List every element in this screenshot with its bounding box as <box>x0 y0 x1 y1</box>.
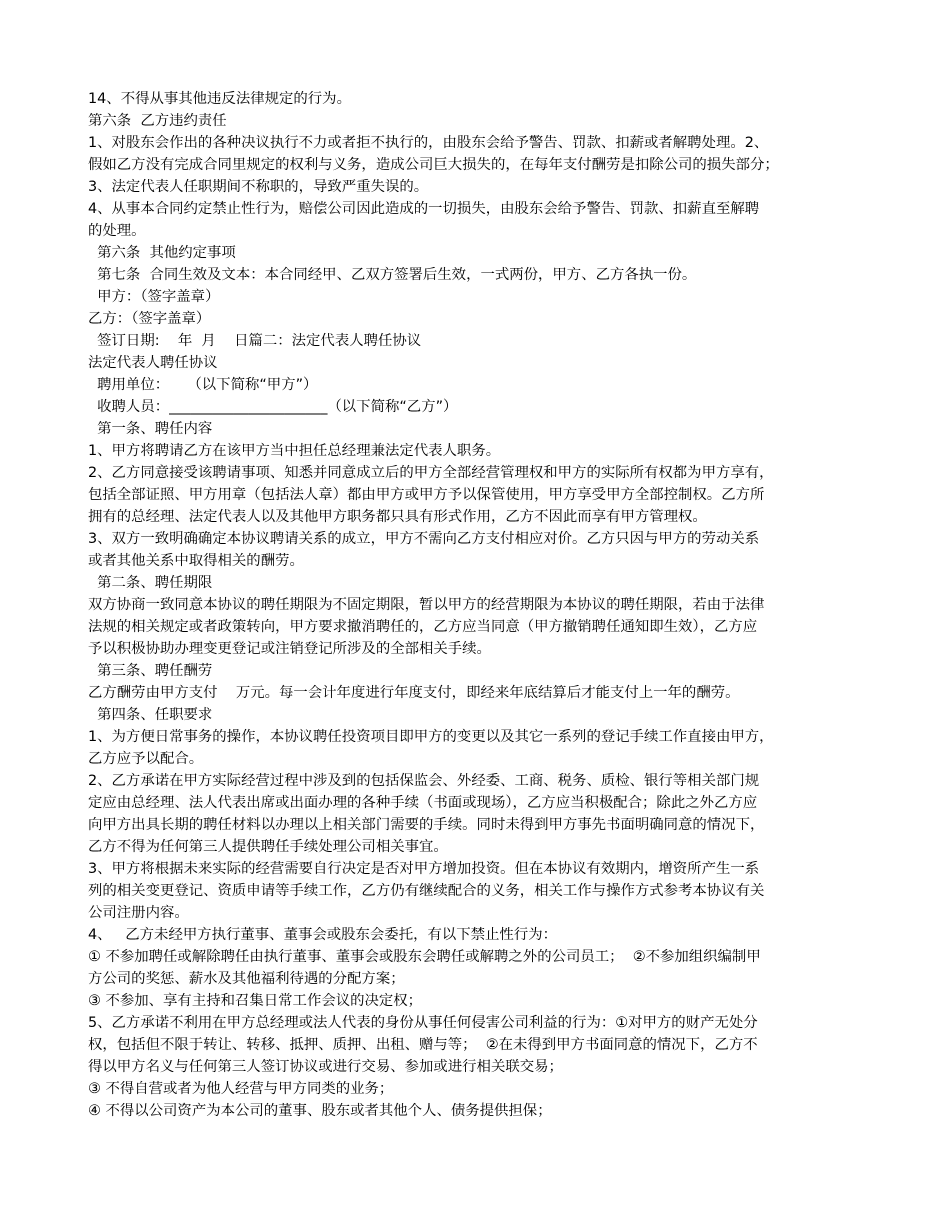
signature-line: 乙方：（签字盖章） <box>88 311 211 327</box>
text-line: ③ 不参加、享有主持和召集日常工作会议的决定权； <box>88 993 423 1009</box>
text-line: 的处理。 <box>88 223 146 239</box>
text-line: 予以积极协助办理变更登记或注销登记所涉及的全部相关手续。 <box>88 641 491 657</box>
text-line: 拥有的总经理、法定代表人以及其他甲方职务都只具有形式作用，乙方不因此而享有甲方管理权。 <box>88 509 707 525</box>
section-heading: 第二条、聘任期限 <box>88 575 213 591</box>
text-line: 3、双方一致明确确定本协议聘请关系的成立，甲方不需向乙方支付相应对价。乙方只因与甲方的劳动关系 <box>88 531 760 547</box>
text-line: 方公司的奖惩、薪水及其他福利待遇的分配方案； <box>88 971 405 987</box>
document-title: 法定代表人聘任协议 <box>88 355 218 371</box>
text-line: 包括全部证照、甲方用章（包括法人章）都由甲方或甲方予以保管使用，甲方享受甲方全部控制权。乙方所 <box>88 487 765 503</box>
text-line: 或者其他关系中取得相关的酬劳。 <box>88 553 304 569</box>
text-line: 14、不得从事其他违反法律规定的行为。 <box>88 91 351 107</box>
text-line: ③ 不得自营或者为他人经营与甲方同类的业务； <box>88 1081 394 1097</box>
text-line: 5、乙方承诺不利用在甲方总经理或法人代表的身份从事任何侵害公司利益的行为：①对甲方的财产无处分 <box>88 1015 758 1031</box>
section-heading: 第一条、聘任内容 <box>88 421 213 437</box>
document-body <box>88 88 868 1122</box>
section-heading: 第三条、聘任酬劳 <box>88 663 213 679</box>
text-line: 公司注册内容。 <box>88 905 189 921</box>
section-heading: 第六条 乙方违约责任 <box>88 113 227 129</box>
text-line: 2、乙方同意接受该聘请事项、知悉并同意成立后的甲方全部经营管理权和甲方的实际所有权都为甲方享有， <box>88 465 774 481</box>
text-line: 1、甲方将聘请乙方在该甲方当中担任总经理兼法定代表人职务。 <box>88 443 501 459</box>
text-line: 3、法定代表人任职期间不称职的，导致严重失误的。 <box>88 179 429 195</box>
party-line: 聘用单位： （以下简称“甲方”） <box>88 377 318 393</box>
text-line: 乙方酬劳由甲方支付 万元。每一会计年度进行年度支付，即经来年底结算后才能支付上一年的酬劳。 <box>88 685 740 701</box>
text-line: 定应由总经理、法人代表出席或出面办理的各种手续（书面或现场），乙方应当积极配合；除此之外乙方应 <box>88 795 758 811</box>
text-line: 乙方不得为任何第三人提供聘任手续处理公司相关事宜。 <box>88 839 448 855</box>
text-line: 向甲方出具长期的聘任材料以办理以上相关部门需要的手续。同时未得到甲方事先书面明确同意的情况下， <box>88 817 765 833</box>
section-heading: 第六条 其他约定事项 <box>88 245 236 261</box>
text-line: 4、 乙方未经甲方执行董事、董事会或股东会委托，有以下禁止性行为： <box>88 927 557 943</box>
text-line: 4、从事本合同约定禁止性行为，赔偿公司因此造成的一切损失，由股东会给予警告、罚款、扣薪直至解聘 <box>88 201 760 217</box>
party-line: 收聘人员：______________________（以下简称“乙方”） <box>88 399 458 415</box>
text-line: 第七条 合同生效及文本：本合同经甲、乙双方签署后生效，一式两份，甲方、乙方各执一份。 <box>88 267 697 283</box>
text-line: 3、甲方将根据未来实际的经营需要自行决定是否对甲方增加投资。但在本协议有效期内，增资所产生一系 <box>88 861 760 877</box>
signature-line: 甲方：（签字盖章） <box>88 289 220 305</box>
text-line: 乙方应予以配合。 <box>88 751 204 767</box>
text-line: 2、乙方承诺在甲方实际经营过程中涉及到的包括保监会、外经委、工商、税务、质检、银行等相关部门规 <box>88 773 760 789</box>
date-line: 签订日期: 年 月 日篇二：法定代表人聘任协议 <box>88 333 422 349</box>
text-line: 1、对股东会作出的各种决议执行不力或者拒不执行的，由股东会给予警告、罚款、扣薪或者解聘处理。2、 <box>88 135 769 151</box>
text-line: 1、为方便日常事务的操作，本协议聘任投资项目即甲方的变更以及其它一系列的登记手续工作直接由甲方， <box>88 729 774 745</box>
text-line: 法规的相关规定或者政策转向，甲方要求撤消聘任的，乙方应当同意（甲方撤销聘任通知即生效），乙方应 <box>88 619 758 635</box>
text-line: 得以甲方名义与任何第三人签订协议或进行交易、参加或进行相关联交易； <box>88 1059 563 1075</box>
text-line: 假如乙方没有完成合同里规定的权利与义务，造成公司巨大损失的，在每年支付酬劳是扣除公司的损失部分； <box>88 157 779 173</box>
text-line: 列的相关变更登记、资质申请等手续工作，乙方仍有继续配合的义务，相关工作与操作方式参考本协议有关 <box>88 883 765 899</box>
text-line: ① 不参加聘任或解除聘任由执行董事、董事会或股东会聘任或解聘之外的公司员工； ②不参加组织编制甲 <box>88 949 761 965</box>
text-line: ④ 不得以公司资产为本公司的董事、股东或者其他个人、债务提供担保； <box>88 1103 552 1119</box>
section-heading: 第四条、任职要求 <box>88 707 213 723</box>
text-line: 权，包括但不限于转让、转移、抵押、质押、出租、赠与等； ②在未得到甲方书面同意的情况下，乙方不 <box>88 1037 758 1053</box>
text-line: 双方协商一致同意本协议的聘任期限为不固定期限，暂以甲方的经营期限为本协议的聘任期限，若由于法律 <box>88 597 765 613</box>
